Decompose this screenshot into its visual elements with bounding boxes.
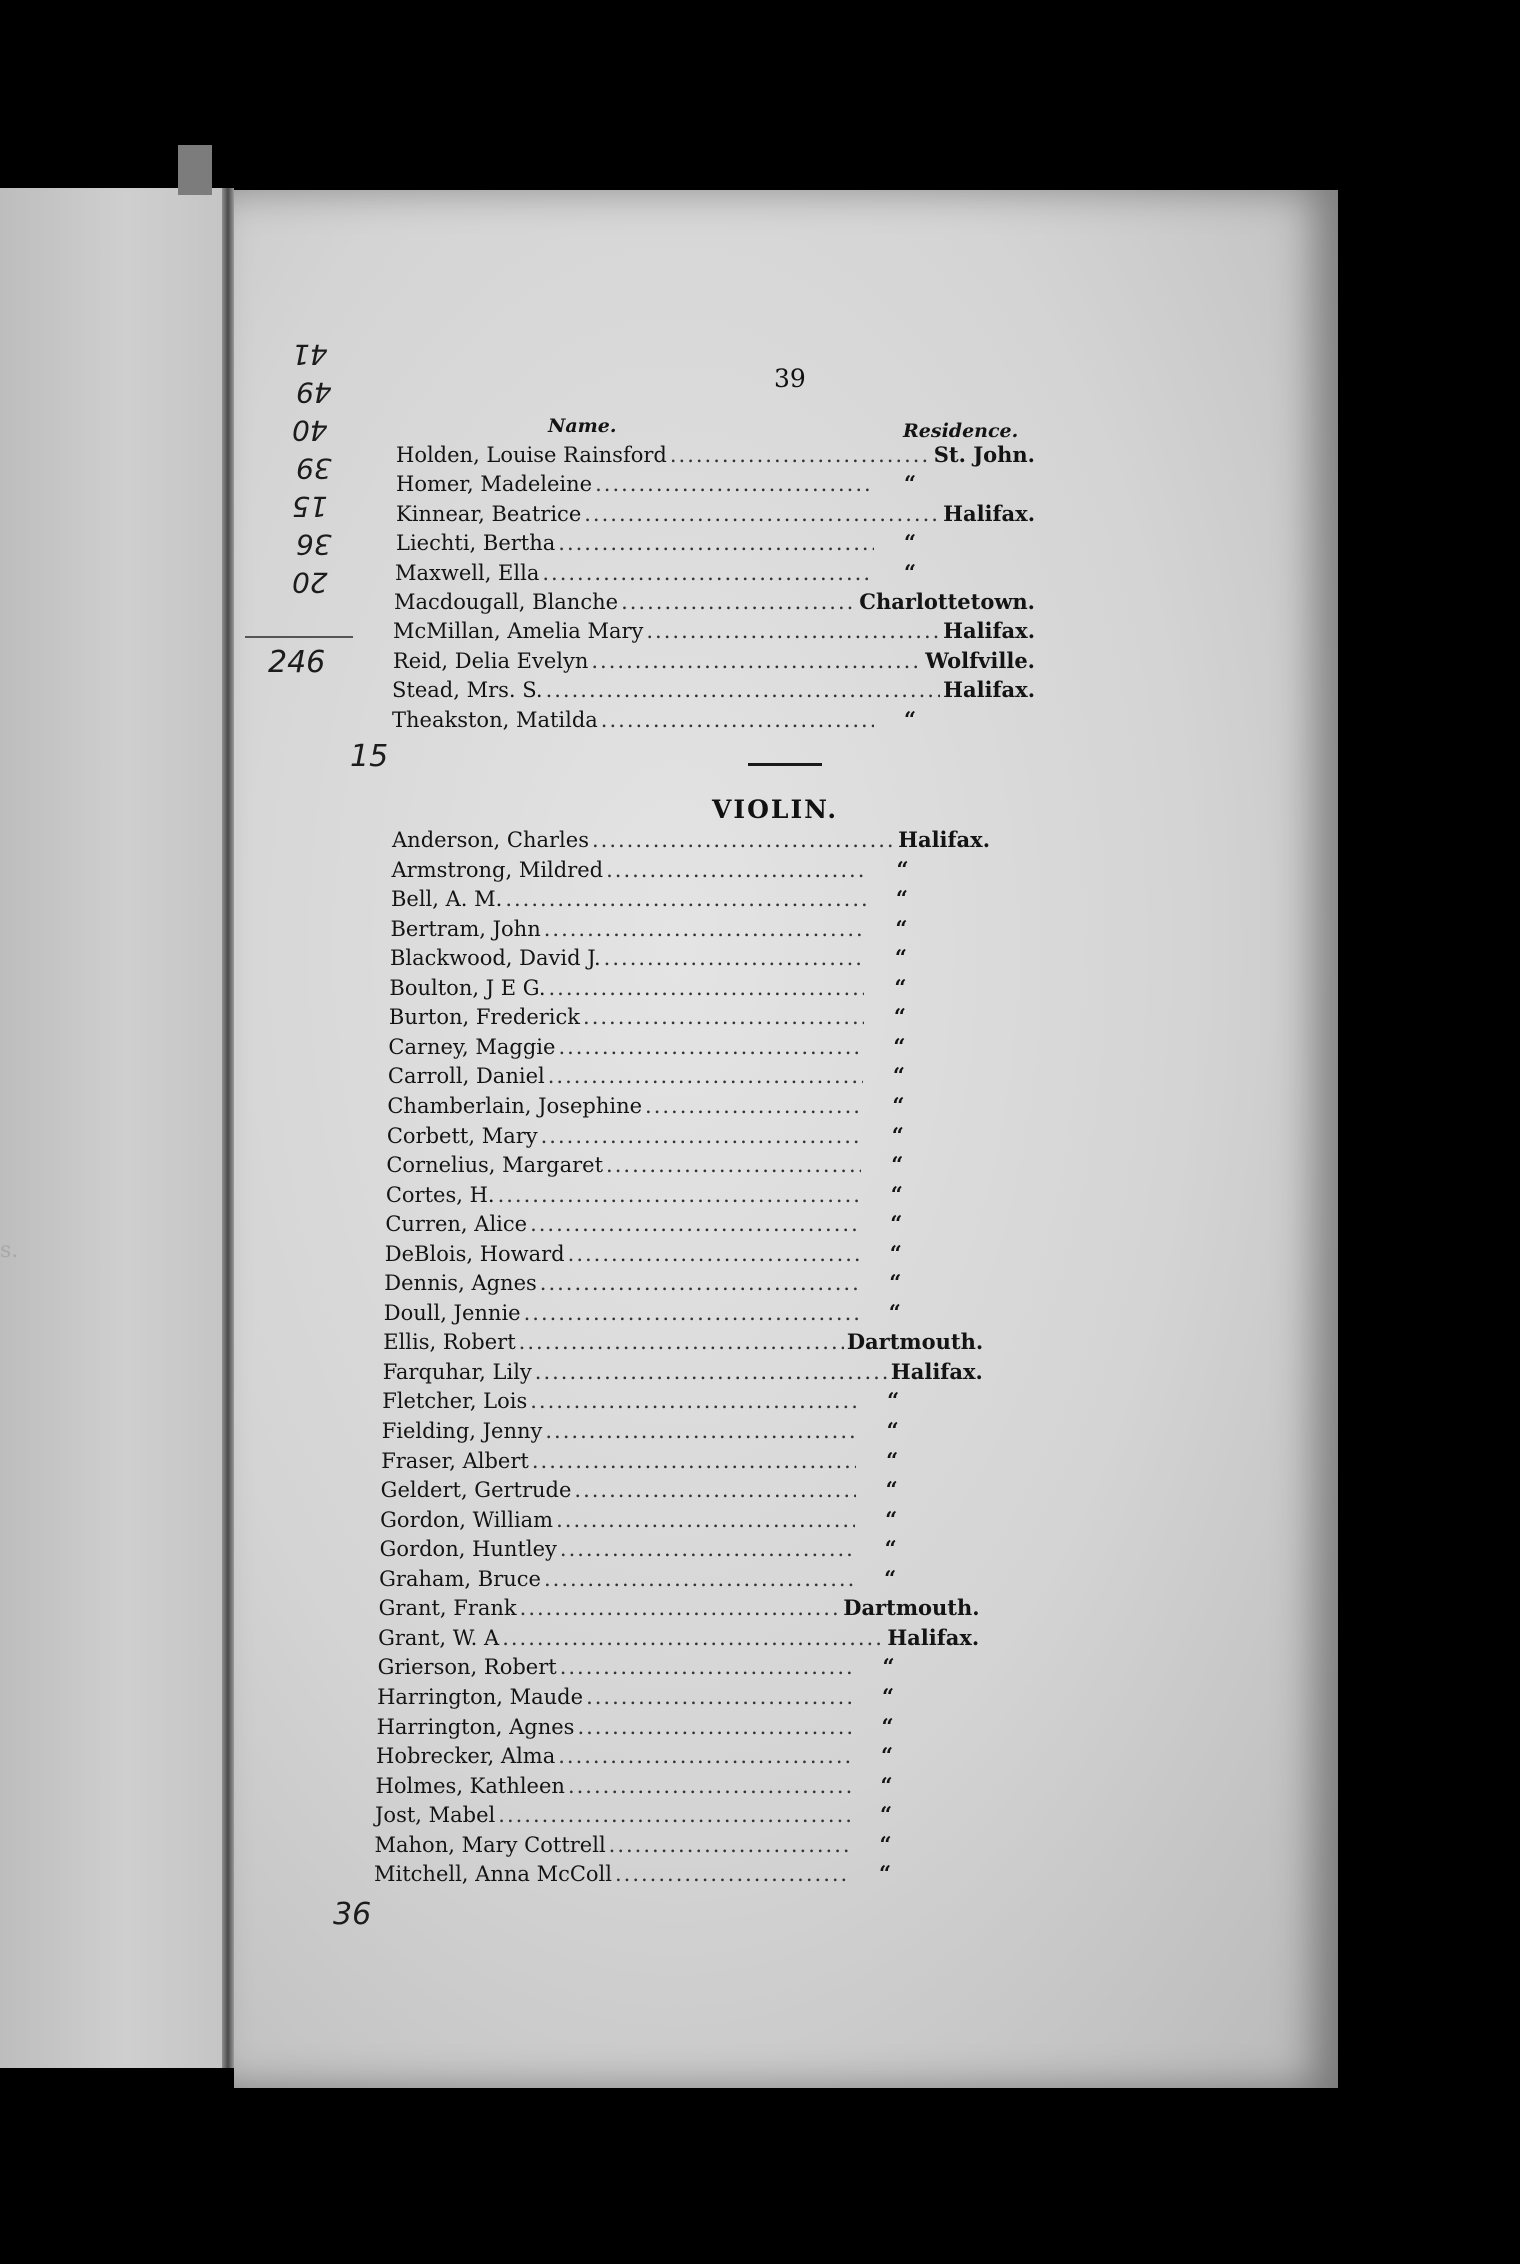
list-item	[382, 1388, 908, 1418]
entry-name: Carroll, Daniel	[387, 1064, 545, 1089]
entry-residence: “	[889, 1240, 902, 1266]
entry-residence: “	[888, 1299, 901, 1325]
handwritten-tally-number: 36	[296, 528, 332, 561]
list-item	[380, 1507, 906, 1537]
entry-residence: “	[886, 1418, 899, 1443]
dot-leader	[592, 828, 895, 852]
name-column-header: Name.	[548, 415, 617, 437]
page-gutter	[222, 188, 234, 2068]
entry-residence: Dartmouth.	[846, 1329, 984, 1355]
entry-name: Boulton, J E G.	[389, 975, 546, 1000]
list-item	[388, 1063, 914, 1093]
list-item	[378, 1625, 979, 1655]
entry-residence: “	[879, 1831, 892, 1857]
entry-residence: “	[885, 1477, 898, 1503]
entry-name: Holden, Louise Rainsford	[396, 443, 667, 467]
dot-leader	[609, 1833, 850, 1857]
entry-residence: “	[892, 1092, 905, 1118]
list-item	[377, 1714, 903, 1744]
list-item	[384, 1270, 910, 1300]
list-item	[389, 1004, 915, 1034]
entry-name: Fraser, Albert	[381, 1448, 529, 1473]
dot-leader	[498, 1803, 850, 1827]
handwritten-tally-number: 15	[292, 490, 328, 523]
dot-leader	[595, 472, 874, 496]
dot-leader	[498, 1183, 861, 1207]
list-item	[383, 1329, 983, 1359]
dot-leader	[568, 1242, 860, 1266]
dot-leader	[505, 887, 866, 911]
dot-leader	[502, 1626, 884, 1650]
entry-name: Graham, Bruce	[379, 1566, 541, 1591]
entry-name: Harrington, Agnes	[376, 1714, 575, 1739]
list-item	[375, 1832, 901, 1862]
entry-name: Corbett, Mary	[386, 1123, 538, 1148]
handwritten-tally-number: 40	[292, 414, 328, 447]
list-item	[379, 1595, 980, 1625]
list-item	[390, 916, 916, 946]
dot-leader	[646, 619, 940, 643]
list-item	[375, 1802, 901, 1832]
entry-name: Cornelius, Margaret	[386, 1153, 604, 1178]
list-item	[392, 707, 925, 737]
list-item	[396, 501, 1035, 531]
entry-residence: Halifax.	[943, 618, 1035, 644]
entry-residence: “	[890, 1181, 903, 1207]
entry-residence: “	[879, 1802, 893, 1828]
list-item	[388, 1034, 914, 1064]
entry-residence: “	[889, 1270, 902, 1296]
dot-leader	[606, 1153, 861, 1177]
dot-leader	[542, 561, 874, 585]
list-item	[385, 1241, 911, 1271]
entry-name: Dennis, Agnes	[384, 1271, 537, 1296]
dot-leader	[583, 1005, 864, 1029]
list-item	[389, 975, 915, 1005]
facing-page-edge	[0, 188, 230, 2068]
list-item	[381, 1448, 907, 1478]
residence-column-header: Residence.	[903, 420, 1019, 442]
entry-residence: Halifax.	[898, 827, 990, 852]
list-item	[382, 1418, 908, 1448]
entry-residence: “	[881, 1713, 894, 1739]
entry-residence: Dartmouth.	[843, 1595, 980, 1621]
dot-leader	[621, 590, 856, 614]
entry-residence: Halifax.	[943, 500, 1035, 526]
dot-leader	[558, 1744, 851, 1768]
list-item	[393, 648, 1035, 678]
entry-residence: “	[878, 1861, 892, 1887]
binding-tab	[178, 145, 212, 195]
entry-residence: “	[886, 1447, 899, 1473]
dot-leader	[530, 1212, 860, 1236]
entry-name: Cortes, H.	[385, 1182, 495, 1207]
entry-residence: Halifax.	[887, 1624, 980, 1650]
list-item	[383, 1359, 983, 1389]
dot-leader	[560, 1655, 853, 1679]
entry-name: Farquhar, Lily	[382, 1359, 532, 1384]
list-item	[376, 1773, 902, 1803]
dot-leader	[546, 678, 941, 702]
dot-leader	[584, 502, 940, 526]
dot-leader	[591, 649, 922, 673]
dot-leader	[586, 1685, 852, 1709]
dot-leader	[548, 1064, 863, 1088]
entry-residence: “	[892, 1063, 905, 1089]
list-item	[379, 1566, 905, 1596]
list-item	[396, 530, 925, 560]
dot-leader	[544, 917, 866, 941]
dot-leader	[524, 1301, 859, 1325]
dot-leader	[540, 1271, 860, 1295]
entry-residence: “	[896, 856, 909, 882]
entry-name: Homer, Madeleine	[396, 472, 593, 497]
entry-name: Curren, Alice	[385, 1212, 528, 1237]
entry-name: Gordon, Huntley	[379, 1537, 557, 1562]
entry-residence: “	[880, 1772, 893, 1798]
dot-leader	[520, 1596, 841, 1620]
dot-leader	[601, 708, 874, 732]
list-item	[394, 589, 1035, 619]
dot-leader	[558, 1035, 863, 1059]
entry-residence: Halifax.	[890, 1358, 983, 1384]
dot-leader	[645, 1094, 862, 1118]
list-item	[377, 1684, 903, 1714]
entry-residence: “	[884, 1536, 897, 1562]
list-item	[395, 560, 925, 590]
entry-residence: St. John.	[933, 442, 1035, 467]
entry-name: Doull, Jennie	[383, 1300, 521, 1325]
entry-residence: Charlottetown.	[859, 589, 1035, 614]
tally-underline	[245, 636, 353, 638]
dot-leader	[549, 976, 865, 1000]
entry-name: Theakston, Matilda	[392, 707, 598, 732]
dot-leader	[558, 531, 874, 555]
entry-residence: “	[890, 1211, 903, 1237]
entry-name: Grierson, Robert	[377, 1655, 557, 1680]
list-item	[393, 618, 1035, 648]
entry-residence: “	[884, 1565, 897, 1591]
entry-residence: Wolfville.	[925, 647, 1035, 673]
entry-residence: “	[881, 1743, 894, 1769]
entry-name: Kinnear, Beatrice	[396, 501, 582, 526]
list-item	[386, 1152, 912, 1182]
entry-name: DeBlois, Howard	[384, 1241, 565, 1266]
list-item	[391, 857, 917, 887]
list-item	[376, 1743, 902, 1773]
section-divider	[748, 763, 822, 766]
list-item	[396, 442, 1035, 472]
entry-name: Fielding, Jenny	[381, 1419, 543, 1443]
handwritten-tally-number: 49	[296, 376, 332, 409]
dot-leader	[568, 1774, 851, 1798]
dot-leader	[530, 1389, 857, 1413]
handwritten-tally-total: 246	[268, 645, 326, 680]
entry-name: Macdougall, Blanche	[394, 590, 619, 614]
entry-name: Holmes, Kathleen	[375, 1773, 565, 1798]
dot-leader	[577, 1715, 851, 1739]
page-number: 39	[774, 364, 806, 393]
entry-name: Carney, Maggie	[388, 1034, 556, 1059]
dot-leader	[541, 1124, 862, 1148]
entry-residence: “	[885, 1506, 898, 1532]
entry-name: Stead, Mrs. S.	[392, 678, 543, 703]
entry-residence: “	[894, 974, 907, 1000]
list-item	[387, 1093, 913, 1123]
entry-residence: “	[891, 1152, 904, 1178]
list-item	[390, 945, 916, 975]
entry-name: Bertram, John	[390, 916, 541, 941]
dot-leader	[545, 1419, 856, 1443]
dot-leader	[606, 858, 866, 882]
entry-residence: “	[903, 559, 917, 585]
entry-residence: “	[903, 706, 917, 732]
list-item	[378, 1654, 904, 1684]
dot-leader	[670, 443, 931, 467]
entry-residence: Halifax.	[943, 677, 1035, 703]
entry-name: Armstrong, Mildred	[391, 857, 604, 882]
dot-leader	[560, 1537, 855, 1561]
handwritten-tally-number: 20	[292, 566, 328, 599]
entry-name: Grant, W. A	[378, 1625, 500, 1650]
list-item	[381, 1477, 907, 1507]
entry-name: Burton, Frederick	[388, 1005, 581, 1030]
entry-name: Liechti, Bertha	[396, 531, 556, 556]
list-item	[384, 1300, 910, 1330]
entry-name: Mitchell, Anna McColl	[374, 1862, 612, 1887]
dot-leader	[532, 1449, 856, 1473]
entry-residence: “	[891, 1122, 904, 1148]
entry-residence: “	[882, 1654, 895, 1680]
list-item	[380, 1536, 906, 1566]
dot-leader	[556, 1508, 855, 1532]
handwritten-tally-number: 41	[292, 338, 328, 371]
list-item	[396, 471, 925, 501]
dot-leader	[544, 1567, 854, 1591]
entry-name: Gordon, William	[380, 1507, 554, 1532]
entry-name: McMillan, Amelia Mary	[393, 619, 644, 644]
entry-residence: “	[894, 945, 907, 971]
list-item	[391, 886, 917, 916]
violin-heading: VIOLIN.	[712, 795, 839, 824]
dot-leader	[604, 946, 865, 970]
entry-name: Geldert, Gertrude	[380, 1478, 572, 1503]
entry-residence: “	[903, 471, 917, 497]
entry-name: Ellis, Robert	[383, 1330, 516, 1355]
entry-name: Anderson, Charles	[392, 828, 589, 852]
handwritten-violin-count: 36	[333, 1897, 372, 1932]
entry-name: Mahon, Mary Cottrell	[374, 1832, 606, 1857]
entry-residence: “	[903, 530, 917, 556]
dot-leader	[574, 1478, 855, 1502]
entry-residence: “	[893, 1004, 906, 1030]
entry-residence: “	[887, 1388, 900, 1414]
handwritten-tally-number: 39	[296, 452, 332, 485]
list-item	[385, 1211, 911, 1241]
entry-name: Bell, A. M.	[390, 887, 503, 912]
entry-name: Maxwell, Ella	[395, 560, 540, 585]
list-item	[386, 1182, 912, 1212]
dot-leader	[615, 1862, 849, 1886]
list-item	[387, 1123, 913, 1153]
entry-residence: “	[895, 915, 908, 941]
entry-residence: “	[895, 886, 909, 912]
handwritten-section-count: 15	[350, 739, 389, 774]
entry-name: Grant, Frank	[378, 1596, 517, 1621]
entry-name: Reid, Delia Evelyn	[393, 648, 589, 673]
entry-name: Harrington, Maude	[377, 1684, 584, 1709]
dot-leader	[519, 1330, 844, 1354]
list-item	[392, 827, 990, 857]
entry-residence: “	[882, 1683, 895, 1709]
entry-residence: “	[893, 1033, 906, 1059]
entry-name: Chamberlain, Josephine	[387, 1093, 643, 1118]
entry-name: Fletcher, Lois	[382, 1389, 528, 1414]
facing-page-bleed-text: s.	[0, 1238, 19, 1263]
list-item	[374, 1861, 900, 1891]
entry-name: Blackwood, David J.	[389, 946, 601, 971]
list-item	[392, 677, 1035, 707]
entry-name: Hobrecker, Alma	[376, 1744, 556, 1769]
entry-name: Jost, Mabel	[375, 1803, 496, 1828]
dot-leader	[535, 1360, 888, 1384]
